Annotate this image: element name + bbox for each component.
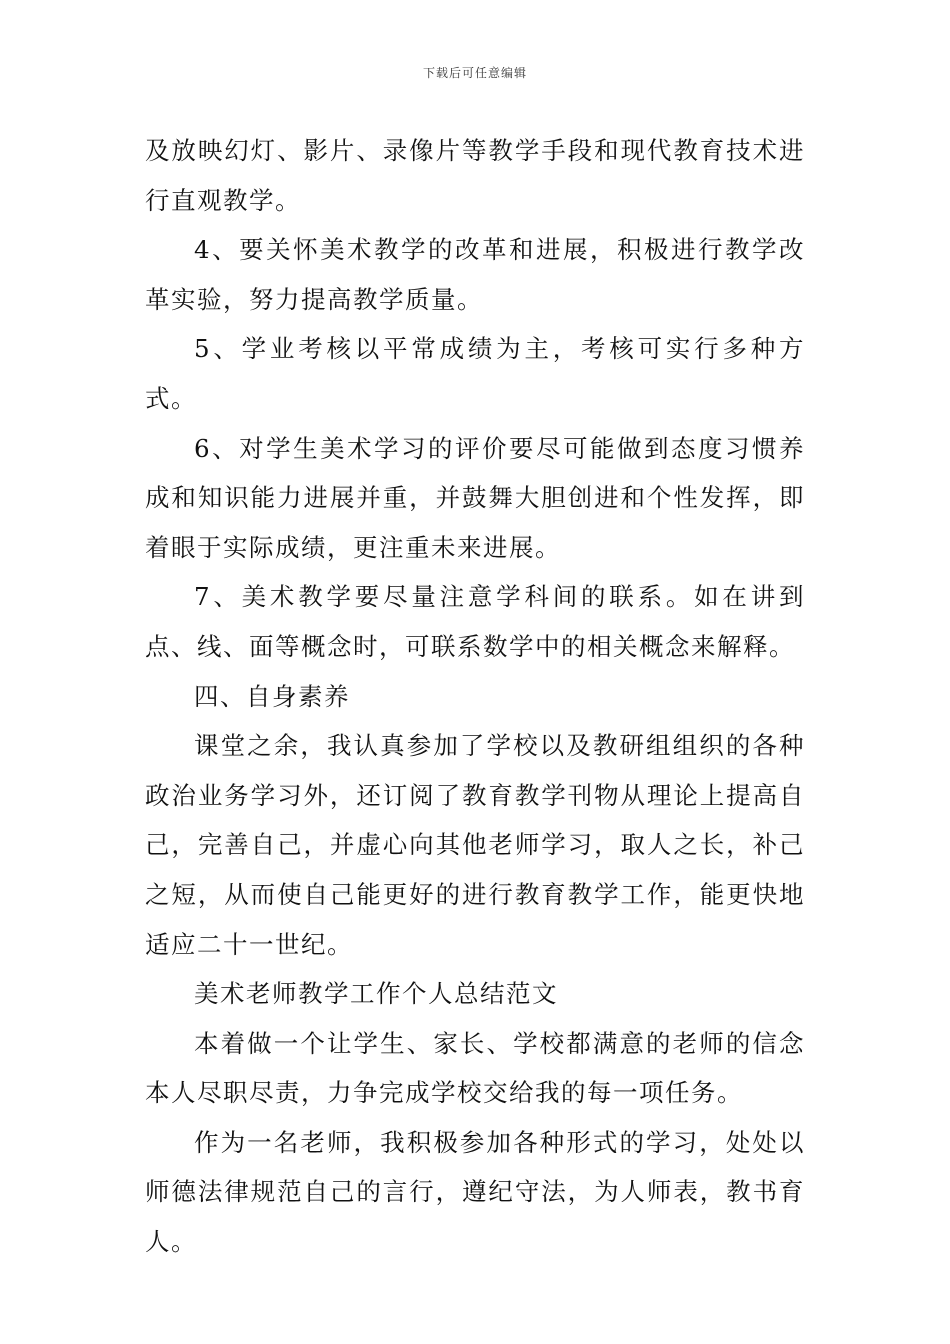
section-heading: 四、自身素养 — [194, 681, 350, 711]
paragraph: 作为一名老师，我积极参加各种形式的学习，处处以师德法律规范自己的言行，遵纪守法，为人师表，教书育人。 — [145, 1127, 805, 1257]
document-body — [145, 126, 805, 1267]
paragraph: 6、对学生美术学习的评价要尽可能做到态度习惯养成和知识能力进展并重，并鼓舞大胆创进和个性发挥，即着眼于实际成绩，更注重未来进展。 — [145, 433, 805, 562]
document-subtitle: 美术老师教学工作个人总结范文 — [194, 979, 558, 1009]
paragraph: 4、要关怀美术教学的改革和进展，积极进行教学改革实验，努力提高教学质量。 — [145, 235, 805, 314]
page-header: 下载后可任意编辑 — [422, 66, 527, 80]
paragraph: 5、学业考核以平常成绩为主，考核可实行多种方式。 — [145, 334, 805, 413]
paragraph: 课堂之余，我认真参加了学校以及教研组组织的各种政治业务学习外，还订阅了教育教学刊物从理论上提高自己，完善自己，并虚心向其他老师学习，取人之长，补己之短，从而使自己能更好的进行教育教学工作，能更快地适应二十一世纪。 — [145, 731, 805, 959]
paragraph: 及放映幻灯、影片、录像片等教学手段和现代教育技术进行直观教学。 — [145, 136, 805, 215]
paragraph: 本着做一个让学生、家长、学校都满意的老师的信念本人尽职尽责，力争完成学校交给我的每一项任务。 — [145, 1028, 805, 1108]
paragraph: 7、美术教学要尽量注意学科间的联系。如在讲到点、线、面等概念时，可联系数学中的相关概念来解释。 — [145, 582, 805, 661]
